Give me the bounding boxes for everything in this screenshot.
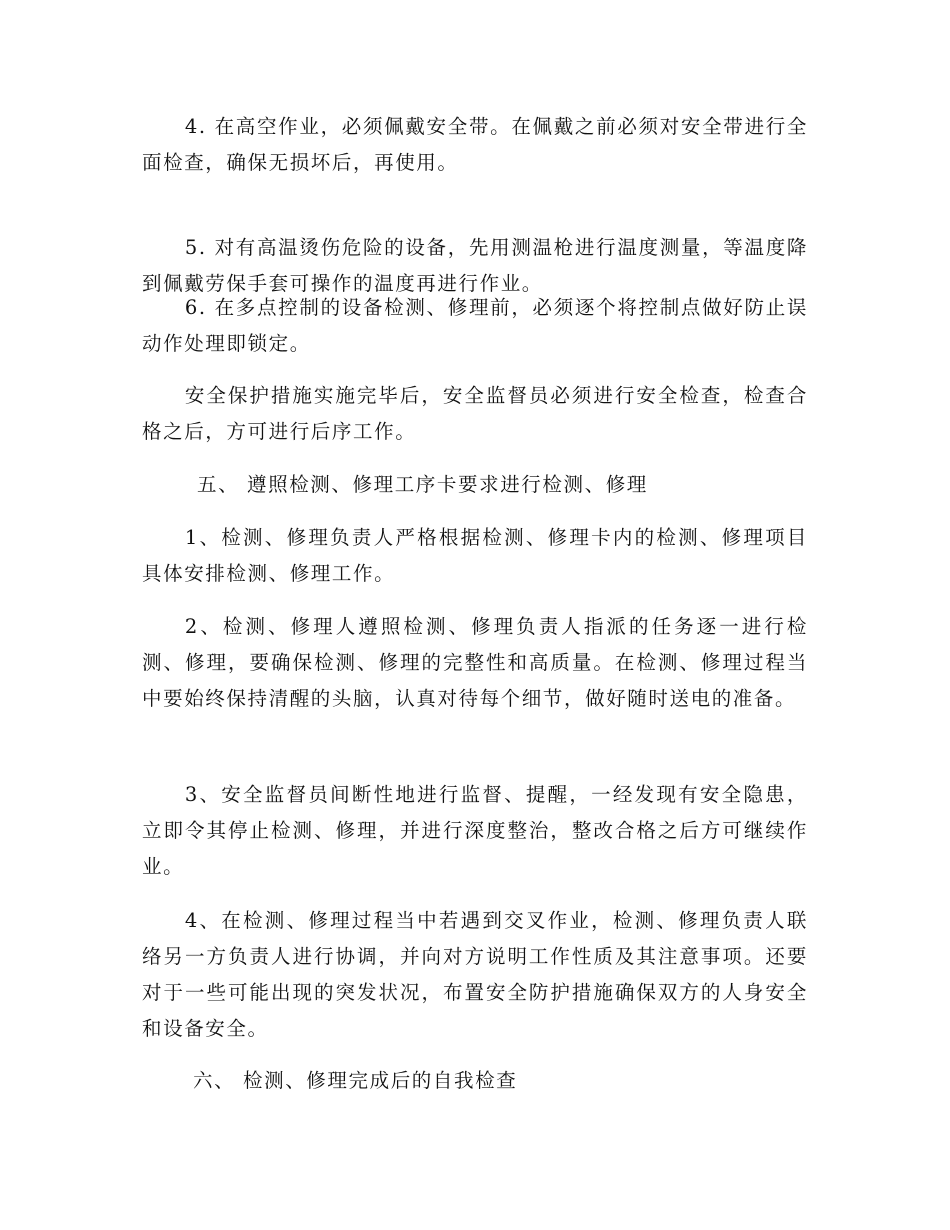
- paragraph-item-6-multi-point-control: 6. 在多点控制的设备检测、修理前，必须逐个将控制点做好防止误动作处理即锁定。: [142, 296, 808, 355]
- paragraph-step-1: 1、检测、修理负责人严格根据检测、修理卡内的检测、修理项目具体安排检测、修理工作。: [142, 526, 808, 585]
- paragraph-item-4-harness: 4. 在高空作业，必须佩戴安全带。在佩戴之前必须对安全带进行全面检查，确保无损坏后，再使用。: [142, 115, 808, 174]
- paragraph-safety-inspection: 安全保护措施实施完毕后，安全监督员必须进行安全检查，检查合格之后，方可进行后序工作。: [142, 384, 808, 443]
- paragraph-step-3: 3、安全监督员间断性地进行监督、提醒，一经发现有安全隐患，立即令其停止检测、修理，并进行深度整治，整改合格之后方可继续作业。: [142, 783, 808, 878]
- section-heading-five: 五、 遵照检测、修理工序卡要求进行检测、修理: [197, 473, 648, 496]
- paragraph-step-2: 2、检测、修理人遵照检测、修理负责人指派的任务逐一进行检测、修理，要确保检测、修理的完整性和高质量。在检测、修理过程当中要始终保持清醒的头脑，认真对待每个细节，做好随时送电的准备。: [142, 615, 808, 710]
- section-heading-six: 六、 检测、修理完成后的自我检查: [193, 1069, 518, 1092]
- paragraph-step-4: 4、在检测、修理过程当中若遇到交叉作业，检测、修理负责人联络另一方负责人进行协调，并向对方说明工作性质及其注意事项。还要对于一些可能出现的突发状况，布置安全防护措施确保双方的人身安全和设备安全。: [142, 909, 808, 1040]
- paragraph-item-5-high-temperature: 5. 对有高温烫伤危险的设备，先用测温枪进行温度测量，等温度降到佩戴劳保手套可操作的温度再进行作业。: [142, 236, 808, 295]
